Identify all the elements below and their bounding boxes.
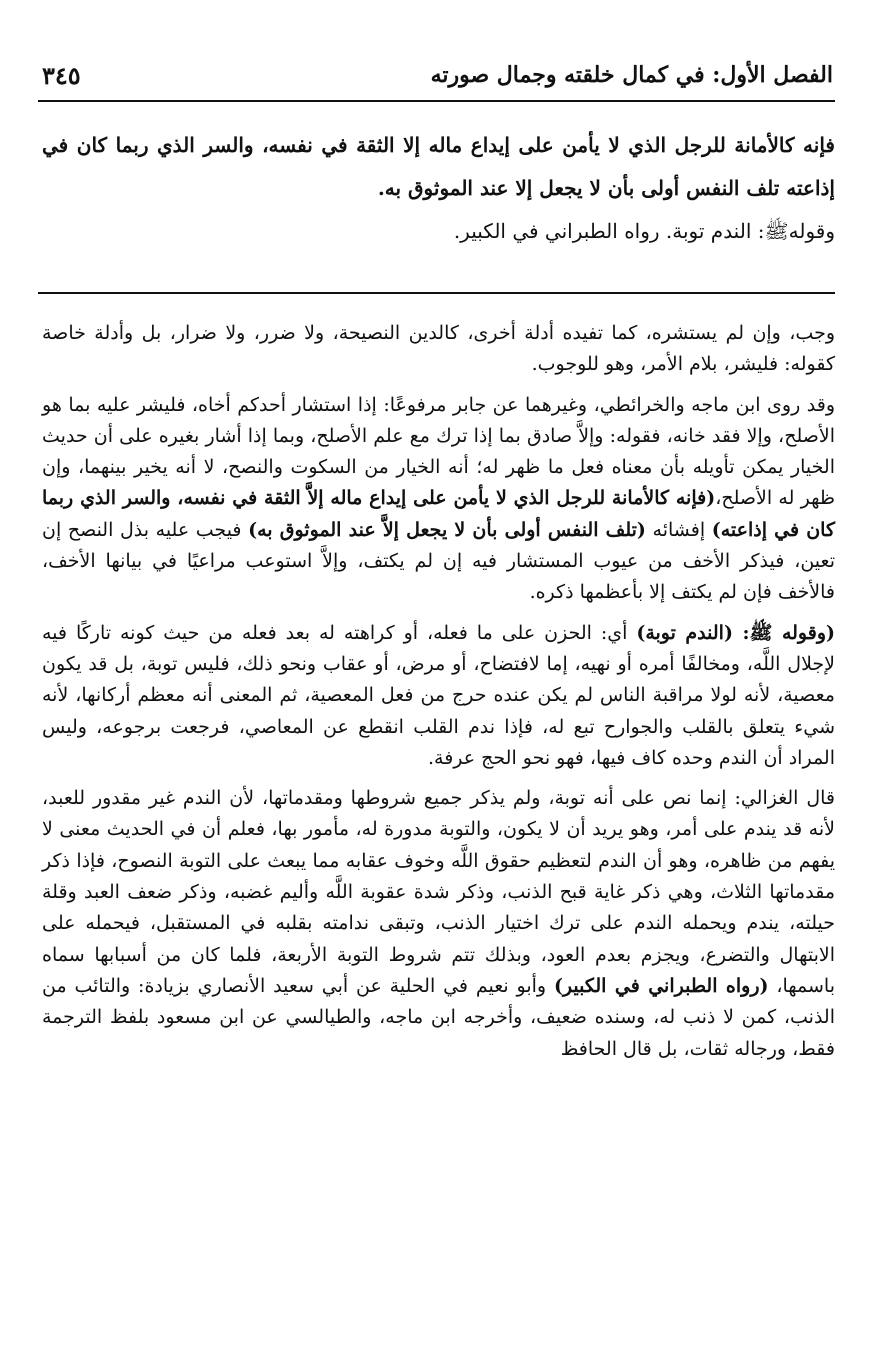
commentary-paragraph-4 bbox=[42, 783, 835, 1065]
quoted-matn: (رواه الطبراني في الكبير) bbox=[553, 974, 769, 997]
quoted-matn: (فإنه كالأمانة للرجل الذي لا يأمن على إيداع ماله إلاَّ الثقة في نفسه، والسر الذي ربما كان في إذاعته) bbox=[42, 487, 836, 541]
commentary-text: أي: الحزن على ما فعله، أو كراهته له بعد فعله من حيث كونه تاركًا فيه لإجلال اللَّه، ومخالفًا أمره أو نهيه، إما لافتضاح، أو مرض، أو عقاب ونحو ذلك، فليس توبة، بل قد يكون معصية، لأنه لولا مراقبة الناس لم يكن عنده حرج من فعل المعصية، ثم المعنى أنه معظم أركانها، لأنه شيء يتعلق بالقلب والجوارح تبع له، فإذا ندم القلب انقطع عن المعاصي، فرجعت برجوعه، وليس المراد أن الندم وحده كاف فيها، فهو نحو الحج عرفة. bbox=[42, 621, 835, 769]
commentary-text: وقد روى ابن ماجه والخرائطي، وغيرهما عن جابر مرفوعًا: إذا استشار أحدكم أخاه، فليشر عليه بما هو الأصلح، وإلا فقد خانه، فقوله: وإلاَّ صادق بما إذا ترك مع علم الأصلح، وبما إذا أشار بغيره على أن حديث الخيار يمكن تأويله بأن معناه فعل ما ظهر له؛ أنه الخيار من السكوت والنصح، لا أنه يخير بينهما، وإن ظهر له الأصلح، bbox=[42, 393, 835, 510]
commentary-paragraph-3 bbox=[42, 618, 835, 774]
quoted-matn: (تلف النفس أولى بأن لا يجعل إلاَّ عند الموثوق به) bbox=[248, 518, 646, 541]
header-divider bbox=[38, 100, 835, 102]
main-text bbox=[42, 124, 835, 253]
quoted-matn: (وقوله ﷺ: (الندم توبة) bbox=[636, 621, 835, 644]
commentary-text: وأبو نعيم في الحلية عن أبي سعيد الأنصاري بزيادة: والتائب من الذنب، كمن لا ذنب له، وسنده ضعيف، وأخرجه ابن ماجه، والطيالسي عن ابن مسعود بلفظ الترجمة فقط، ورجاله ثقات، بل قال الحافظ bbox=[42, 974, 835, 1060]
main-text-hadith: وقولهﷺ: الندم توبة. رواه الطبراني في الكبير. bbox=[453, 219, 835, 243]
footnote-divider bbox=[38, 292, 835, 294]
page-header bbox=[42, 52, 833, 98]
commentary-paragraph-2 bbox=[42, 390, 835, 609]
commentary-text: إفشائه bbox=[645, 518, 712, 541]
commentary-paragraph-1: وجب، وإن لم يستشره، كما تفيده أدلة أخرى، كالدين النصيحة، ولا ضرر، ولا ضرار، بل وأدلة خاصة كقوله: فليشر، بلام الأمر، وهو للوجوب. bbox=[42, 322, 835, 376]
commentary bbox=[42, 318, 835, 1074]
commentary-text: قال الغزالي: إنما نص على أنه توبة، ولم يذكر جميع شروطها ومقدماتها، لأن الندم غير مقدور للعبد، لأنه قد يندم على أمر، وهو يريد أن لا يكون، والتوبة مدورة له، مأمور بها، فعلم أن في الحديث معنى لا يفهم من ظاهره، وهو أن الندم لتعظيم حقوق اللَّه وخوف عقابه مما يبعث على التوبة النصوح، فإذا ذكر مقدماتها الثلاث، وهي ذكر غاية قبح الذنب، وذكر شدة عقوبة اللَّه وأليم غضبه، وذكر ضعف العبد وقلة حيلته، يندم ويحمله الندم على ترك اختيار الذنب، وتبقى ندامته بقلبه في المستقبل، فيحمله على الابتهال والتضرع، ويجزم بعدم العود، وبذلك تتم شروط التوبة الأربعة، فلما كان من أسبابها سماه باسمها، bbox=[42, 787, 835, 997]
page-number: ٣٤٥ bbox=[42, 60, 81, 90]
commentary-text: فيجب عليه بذل النصح إن تعين، فيذكر الأخف من عيوب المستشار فيه إن لم يكتف، وإلاَّ استوعب مراعيًا في بيانها الأخف، فالأخف فإن لم يكتف إلا بأعظمها ذكره. bbox=[42, 518, 835, 604]
main-text-paragraph: فإنه كالأمانة للرجل الذي لا يأمن على إيداع ماله إلا الثقة في نفسه، والسر الذي ربما كان في إذاعته تلف النفس أولى بأن لا يجعل إلا عند الموثوق به. bbox=[42, 133, 835, 200]
chapter-title: الفصل الأول: في كمال خلقته وجمال صورته bbox=[430, 62, 833, 88]
